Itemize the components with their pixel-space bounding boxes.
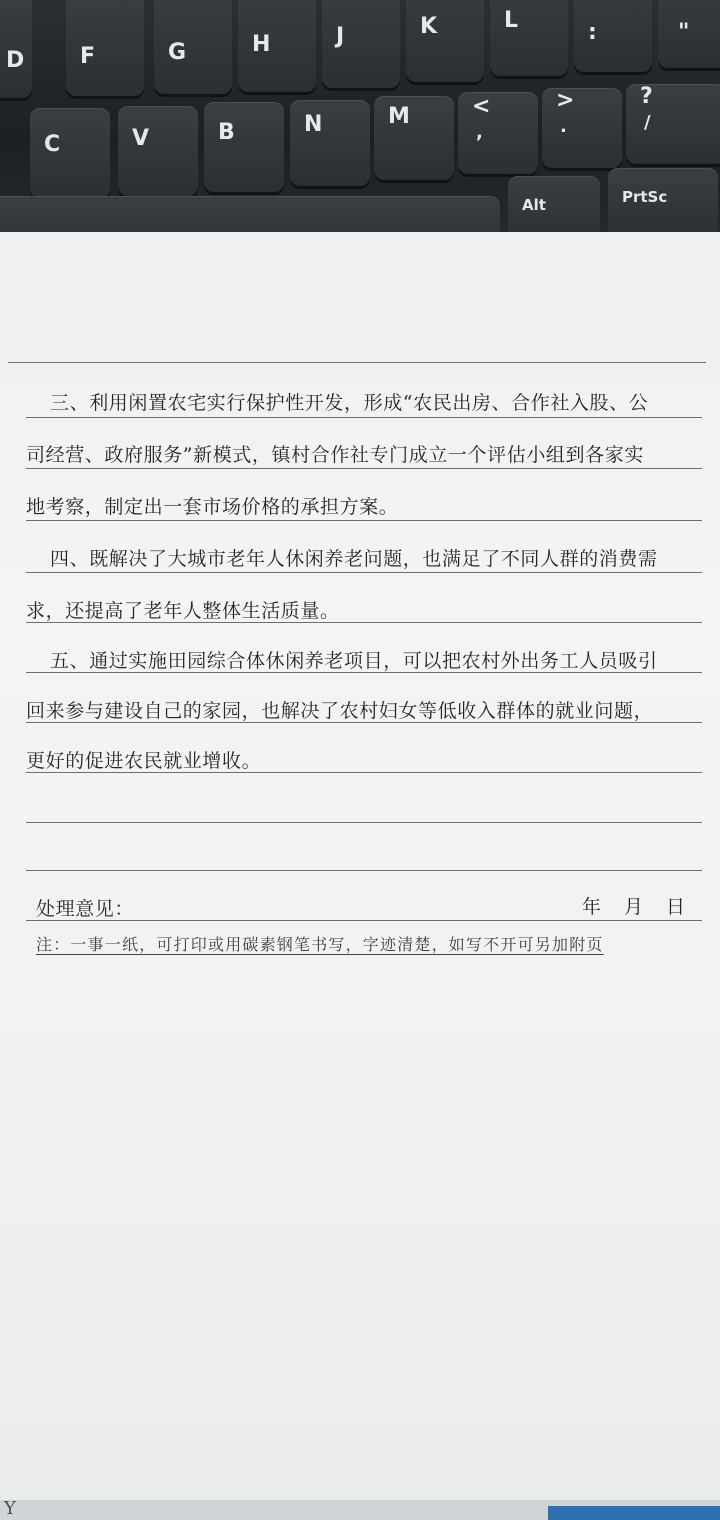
- paragraph-3-line-1: 三、利用闲置农宅实行保护性开发，形成“农民出房、合作社入股、公: [50, 392, 649, 414]
- date-month-label: 月: [624, 896, 644, 918]
- paragraph-3-line-2: 司经营、政府服务”新模式，镇村合作社专门成立一个评估小组到各家实: [26, 444, 644, 466]
- key-prtsc: PrtSc: [608, 168, 718, 232]
- key-space: [0, 196, 500, 232]
- key-j: J: [322, 0, 400, 88]
- key-semicolon: :: [574, 0, 652, 72]
- key-c: C: [30, 108, 110, 198]
- rule-line: [26, 520, 702, 521]
- paragraph-5-line-2: 回来参与建设自己的家园，也解决了农村妇女等低收入群体的就业问题，: [26, 700, 654, 722]
- date-year-label: 年: [582, 896, 602, 918]
- paragraph-5-line-3: 更好的促进农民就业增收。: [26, 750, 262, 772]
- bottom-handwriting: Y: [4, 1498, 16, 1519]
- key-b: B: [204, 102, 284, 192]
- paragraph-5-line-1: 五、通过实施田园综合体休闲养老项目，可以把农村外出务工人员吸引: [50, 650, 658, 672]
- key-m: M: [374, 96, 454, 180]
- key-alt: Alt: [508, 176, 600, 232]
- key-period: > .: [542, 88, 622, 168]
- rule-line: [26, 870, 702, 871]
- rule-line: [26, 572, 702, 573]
- footnote: 注：一事一纸，可打印或用碳素钢笔书写，字迹清楚，如写不开可另加附页: [36, 935, 604, 954]
- rule-line: [8, 362, 706, 363]
- key-slash: ? /: [626, 84, 720, 164]
- blue-object-edge: [548, 1506, 720, 1520]
- date-day-label: 日: [666, 896, 686, 918]
- key-h: H: [238, 0, 316, 92]
- key-k: K: [406, 0, 484, 82]
- keyboard-photo-area: [0, 0, 720, 232]
- paragraph-4-line-2: 求，还提高了老年人整体生活质量。: [26, 600, 340, 622]
- document-page: [0, 232, 720, 1520]
- key-v: V: [118, 106, 198, 196]
- paragraph-4-line-1: 四、既解决了大城市老年人休闲养老问题，也满足了不同人群的消费需: [50, 548, 658, 570]
- paragraph-3-line-3: 地考察，制定出一套市场价格的承担方案。: [26, 496, 399, 518]
- key-l: L: [490, 0, 568, 76]
- key-g: G: [154, 0, 232, 94]
- key-n: N: [290, 100, 370, 186]
- rule-line: [26, 822, 702, 823]
- rule-line: [26, 468, 702, 469]
- opinion-label: 处理意见：: [36, 898, 135, 920]
- key-comma: < ,: [458, 92, 538, 174]
- key-quote: ": [658, 0, 720, 68]
- key-f: F: [66, 0, 144, 96]
- key-d: D: [0, 0, 32, 98]
- rule-line: [26, 417, 702, 418]
